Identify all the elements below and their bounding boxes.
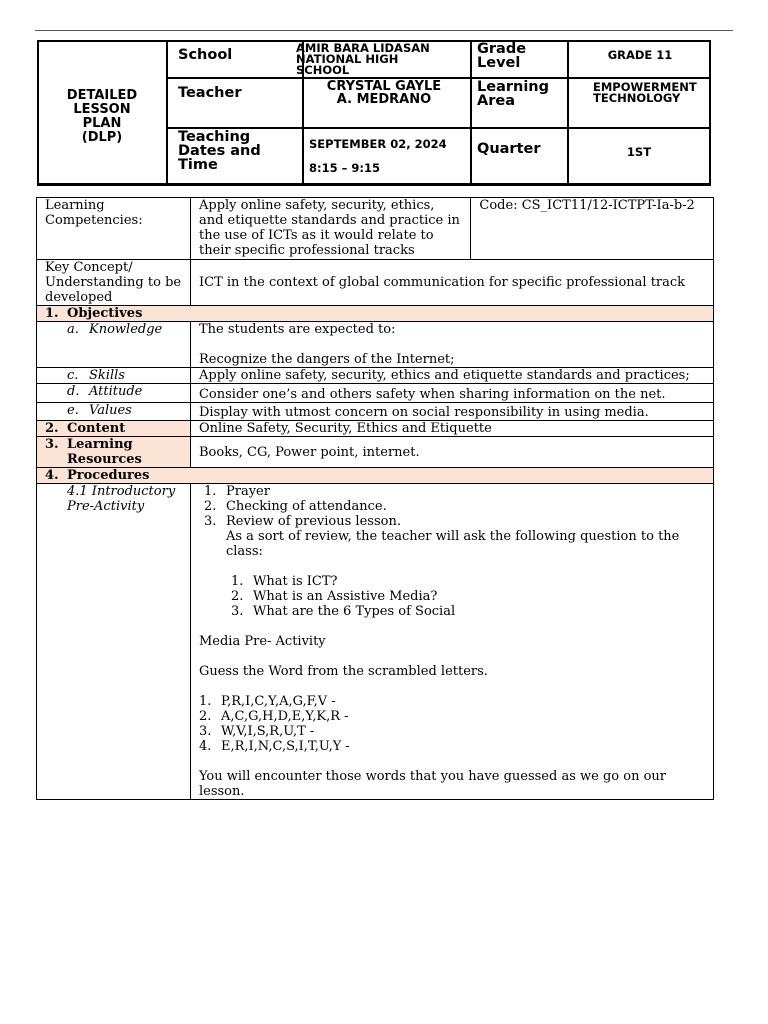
lesson-plan-table xyxy=(36,197,714,800)
grade-value: GRADE 11 xyxy=(607,48,673,62)
content-label: Content xyxy=(67,421,126,436)
competencies-label: Learning Competencies: xyxy=(37,198,191,260)
procedures-num: 4. xyxy=(45,468,59,483)
code-text: Code: CS_ICT11/12-ICTPT-Ia-b-2 xyxy=(471,198,714,260)
resources-num: 3. xyxy=(45,437,59,452)
knowledge-label: Knowledge xyxy=(89,322,163,337)
intro-label: 4.1 Introductory Pre-Activity xyxy=(67,484,176,514)
content-row xyxy=(37,421,714,437)
objectives-num: 1. xyxy=(45,306,59,321)
objectives-header-row xyxy=(37,306,714,322)
procedures-label: Procedures xyxy=(67,468,150,483)
key-concept-text: ICT in the context of global communication for specific professional track xyxy=(190,260,713,306)
top-rule xyxy=(35,30,733,31)
knowledge-intro: The students are expected to: xyxy=(198,322,396,337)
skills-label: Skills xyxy=(89,368,125,383)
competencies-text: Apply online safety, security, ethics, and etiquette standards and practice in the use of ICTs as it would relate to their specific professional tracks xyxy=(190,198,470,260)
resources-label: Learning Resources xyxy=(67,437,142,467)
teacher-label: Teacher xyxy=(178,85,242,101)
area-label: Learning Area xyxy=(477,79,550,109)
quarter-value: 1ST xyxy=(626,145,652,159)
procedures-header-row xyxy=(37,468,714,484)
list-item: 1. P,R,I,C,Y,A,G,F,V - xyxy=(198,694,336,709)
closing-text: You will encounter those words that you have guessed as we go on our lesson. xyxy=(198,769,666,799)
dates-value-2: 8:15 – 9:15 xyxy=(309,161,380,175)
dlp-header-table xyxy=(37,40,711,186)
resources-row xyxy=(37,437,714,468)
steps-list xyxy=(199,484,705,559)
teacher-value: CRYSTAL GAYLE A. MEDRANO xyxy=(326,79,442,107)
questions-list xyxy=(199,574,705,619)
content-text: Online Safety, Security, Ethics and Etiquette xyxy=(190,421,713,437)
school-value: AMIR BARA LIDASAN NATIONAL HIGH SCHOOL xyxy=(296,41,430,77)
knowledge-letter: a. xyxy=(67,322,79,337)
list-item: 2. What is an Assistive Media? xyxy=(230,589,438,604)
attitude-row xyxy=(37,384,714,403)
values-label: Values xyxy=(89,403,132,418)
skills-text: Apply online safety, security, ethics and etiquette standards and practices; xyxy=(190,368,713,384)
list-item: 3. What are the 6 Types of Social xyxy=(230,604,456,619)
key-concept-row xyxy=(37,260,714,306)
values-row xyxy=(37,403,714,421)
scrambled-list xyxy=(199,694,705,754)
attitude-letter: d. xyxy=(67,384,80,399)
list-item: 3. Review of previous lesson. xyxy=(203,514,401,529)
review-intro: As a sort of review, the teacher will ask the following question to the class: xyxy=(225,529,680,559)
list-item: 1. What is ICT? xyxy=(230,574,338,589)
resources-text: Books, CG, Power point, internet. xyxy=(190,437,713,468)
list-item: 1. Prayer xyxy=(203,484,270,499)
dlp-title: DETAILED LESSON PLAN (DLP) xyxy=(66,88,138,145)
dates-label: Teaching Dates and Time xyxy=(178,129,261,173)
quarter-label: Quarter xyxy=(477,141,541,157)
knowledge-row xyxy=(37,322,714,368)
guess-text: Guess the Word from the scrambled letters. xyxy=(198,664,488,679)
attitude-label: Attitude xyxy=(89,384,143,399)
key-concept-label: Key Concept/ Understanding to be developed xyxy=(37,260,191,306)
area-value: EMPOWERMENT TECHNOLOGY xyxy=(593,80,697,105)
values-letter: e. xyxy=(67,403,79,418)
grade-label: Grade Level xyxy=(477,41,527,71)
dates-value-1: SEPTEMBER 02, 2024 xyxy=(309,137,447,151)
competencies-row xyxy=(37,198,714,260)
list-item: 2. A,C,G,H,D,E,Y,K,R - xyxy=(198,709,349,724)
media-text: Media Pre- Activity xyxy=(198,634,326,649)
content-num: 2. xyxy=(45,421,59,436)
list-item: 3. W,V,I,S,R,U,T - xyxy=(198,724,315,739)
list-item: 4. E,R,I,N,C,S,I,T,U,Y - xyxy=(198,739,350,754)
intro-activity-row xyxy=(37,484,714,800)
school-label: School xyxy=(178,47,233,63)
list-item: 2. Checking of attendance. xyxy=(203,499,387,514)
objectives-label: Objectives xyxy=(67,306,143,321)
attitude-text: Consider one’s and others safety when sharing information on the net. xyxy=(190,384,713,403)
values-text: Display with utmost concern on social responsibility in using media. xyxy=(190,403,713,421)
skills-letter: c. xyxy=(67,368,79,383)
skills-row xyxy=(37,368,714,384)
knowledge-text: Recognize the dangers of the Internet; xyxy=(198,352,455,367)
